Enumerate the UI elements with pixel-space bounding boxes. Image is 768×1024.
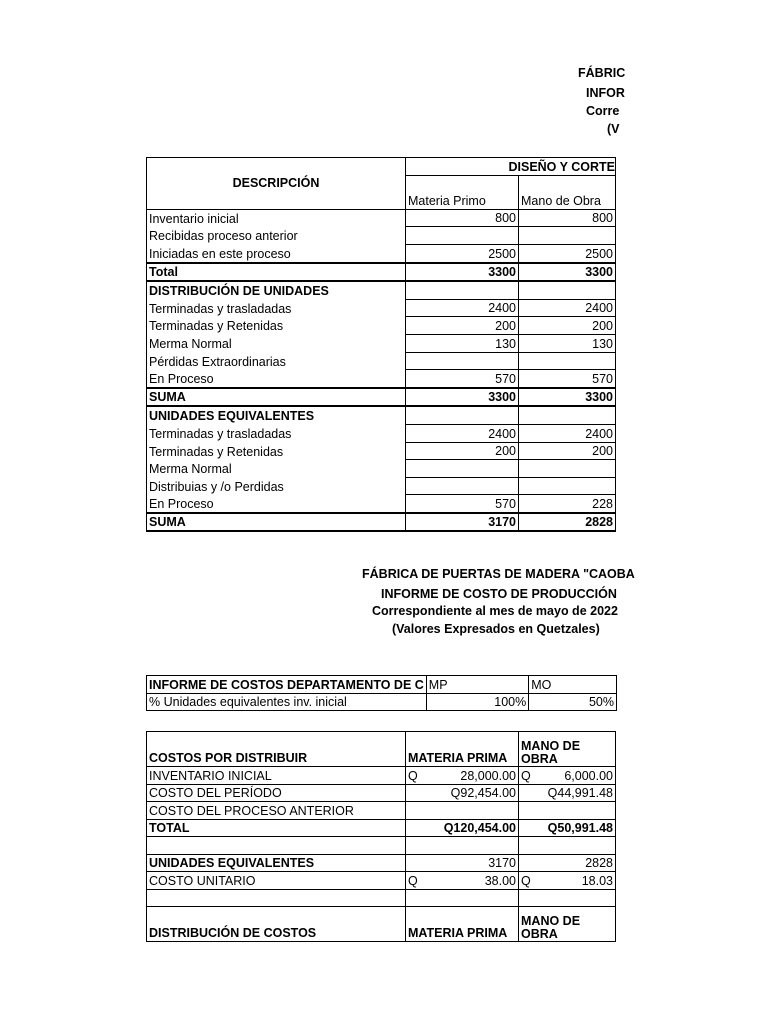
costs-table (146, 731, 616, 942)
table-row: INFORME DE COSTOS DEPARTAMENTO DE C MP MO (147, 676, 617, 694)
table-row: Terminadas y trasladadas 2400 2400 (147, 424, 616, 442)
table-row: SUMA 3170 2828 (147, 513, 616, 532)
mid-title-1: FÁBRICA DE PUERTAS DE MADERA "CAOBA (362, 567, 635, 581)
table-row: COSTO UNITARIO Q 38.00 Q 18.03 (147, 872, 616, 890)
dept-header: DISEÑO Y CORTE (406, 158, 616, 176)
table-row: Inventario inicial 800 800 (147, 209, 616, 227)
mid-title-4: (Valores Expresados en Quetzales) (392, 622, 600, 636)
table-row: Distribuias y /o Perdidas (147, 477, 616, 495)
table-row (147, 889, 616, 907)
table-row: DISTRIBUCIÓN DE COSTOS MATERIA PRIMA MANO DE OBRA (147, 907, 616, 942)
top-title-3: Corre (586, 104, 620, 118)
table-row: Pérdidas Extraordinarias (147, 352, 616, 370)
table-row: DISTRIBUCIÓN DE UNIDADES (147, 281, 616, 299)
mid-title-2: INFORME DE COSTO DE PRODUCCIÓN (381, 587, 617, 601)
top-title-1: FÁBRIC (578, 66, 626, 80)
col-mano-obra: Mano de Obra (519, 192, 616, 209)
table-row: INVENTARIO INICIAL Q 28,000.00 Q 6,000.00 (147, 767, 616, 785)
col-materia-primo: Materia Primo (406, 192, 519, 209)
table-row: En Proceso 570 228 (147, 495, 616, 513)
top-title-2: INFOR (586, 86, 625, 100)
descripcion-header: DESCRIPCIÓN (147, 158, 406, 210)
units-table (146, 157, 616, 532)
mid-title-3: Correspondiente al mes de mayo de 2022 (372, 604, 618, 618)
table-row: Terminadas y Retenidas 200 200 (147, 317, 616, 335)
table-row: Iniciadas en este proceso 2500 2500 (147, 244, 616, 262)
top-title-4: (V (607, 122, 620, 136)
table-row: Merma Normal (147, 460, 616, 478)
table-row: Terminadas y Retenidas 200 200 (147, 442, 616, 460)
table-row: COSTOS POR DISTRIBUIR MATERIA PRIMA MANO DE OBRA (147, 732, 616, 767)
table-row: Merma Normal 130 130 (147, 334, 616, 352)
table-row: Recibidas proceso anterior (147, 227, 616, 245)
table-row: Total 3300 3300 (147, 263, 616, 282)
table-row: COSTO DEL PROCESO ANTERIOR (147, 802, 616, 820)
table-row: COSTO DEL PERÍODO Q92,454.00 Q44,991.48 (147, 784, 616, 802)
table-row: Terminadas y trasladadas 2400 2400 (147, 299, 616, 317)
percent-table (146, 675, 617, 711)
table-row: SUMA 3300 3300 (147, 388, 616, 407)
table-row: TOTAL Q120,454.00 Q50,991.48 (147, 819, 616, 837)
table-row: En Proceso 570 570 (147, 370, 616, 388)
table-row: % Unidades equivalentes inv. inicial 100% 50% (147, 693, 617, 711)
table-row: UNIDADES EQUIVALENTES 3170 2828 (147, 854, 616, 872)
table-row (147, 837, 616, 855)
table-row: UNIDADES EQUIVALENTES (147, 406, 616, 424)
